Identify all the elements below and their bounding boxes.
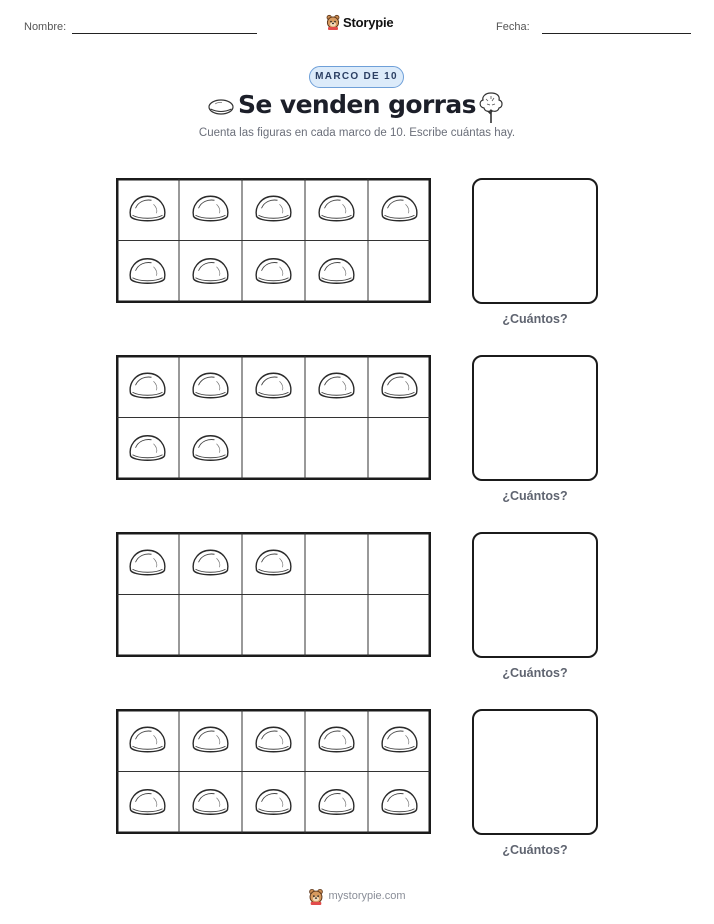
cap-icon xyxy=(130,436,165,461)
name-field[interactable] xyxy=(72,33,257,34)
cap-icon xyxy=(193,196,228,221)
cap-icon xyxy=(256,727,291,752)
cap-icon xyxy=(256,259,291,284)
footer xyxy=(0,885,714,907)
title-row xyxy=(0,90,714,126)
how-many-label-1: ¿Cuántos? xyxy=(502,312,568,326)
name-label: Nombre: xyxy=(24,21,67,33)
cap-icon xyxy=(193,436,228,461)
cap-icon xyxy=(193,373,228,398)
how-many-label-3: ¿Cuántos? xyxy=(502,666,568,680)
cap-icon xyxy=(319,259,354,284)
cap-icon xyxy=(382,790,417,815)
cap-icon xyxy=(130,373,165,398)
cap-icon xyxy=(193,727,228,752)
date-field[interactable] xyxy=(542,33,691,34)
ten-frame-3 xyxy=(116,532,431,657)
cap-icon xyxy=(256,790,291,815)
cap-icon xyxy=(256,373,291,398)
cap-icon xyxy=(193,259,228,284)
answer-box-3[interactable] xyxy=(472,532,598,658)
bear-mascot-icon xyxy=(326,14,340,30)
cap-icon xyxy=(319,790,354,815)
cap-icon xyxy=(130,550,165,575)
worksheet-header xyxy=(0,14,714,44)
cap-icon xyxy=(256,196,291,221)
cap-icon xyxy=(382,373,417,398)
cap-icon xyxy=(382,196,417,221)
answer-box-2[interactable] xyxy=(472,355,598,481)
cap-icon xyxy=(319,373,354,398)
worksheet-type-badge: MARCO DE 10 xyxy=(309,66,404,88)
answer-box-4[interactable] xyxy=(472,709,598,835)
footer-website: mystorypie.com xyxy=(328,890,406,902)
page-title: Se venden gorras xyxy=(238,90,476,119)
cap-icon xyxy=(193,550,228,575)
how-many-label-2: ¿Cuántos? xyxy=(502,489,568,503)
ten-frame-1 xyxy=(116,178,431,303)
cap-icon xyxy=(130,790,165,815)
brand-logo xyxy=(326,14,393,30)
cap-icon xyxy=(382,727,417,752)
bear-mascot-icon xyxy=(308,888,324,905)
cap-icon xyxy=(319,196,354,221)
cap-icon xyxy=(130,196,165,221)
cap-icon xyxy=(193,790,228,815)
answer-box-1[interactable] xyxy=(472,178,598,304)
cap-icon xyxy=(256,550,291,575)
tree-icon xyxy=(476,90,506,124)
cap-icon xyxy=(130,727,165,752)
how-many-label-4: ¿Cuántos? xyxy=(502,843,568,857)
date-label: Fecha: xyxy=(496,21,530,33)
ten-frame-2 xyxy=(116,355,431,480)
cap-icon xyxy=(130,259,165,284)
instructions: Cuenta las figuras en cada marco de 10. Escribe cuántas hay. xyxy=(198,127,516,139)
brand-name: Storypie xyxy=(343,14,394,30)
ten-frame-4 xyxy=(116,709,431,834)
cap-icon xyxy=(319,727,354,752)
